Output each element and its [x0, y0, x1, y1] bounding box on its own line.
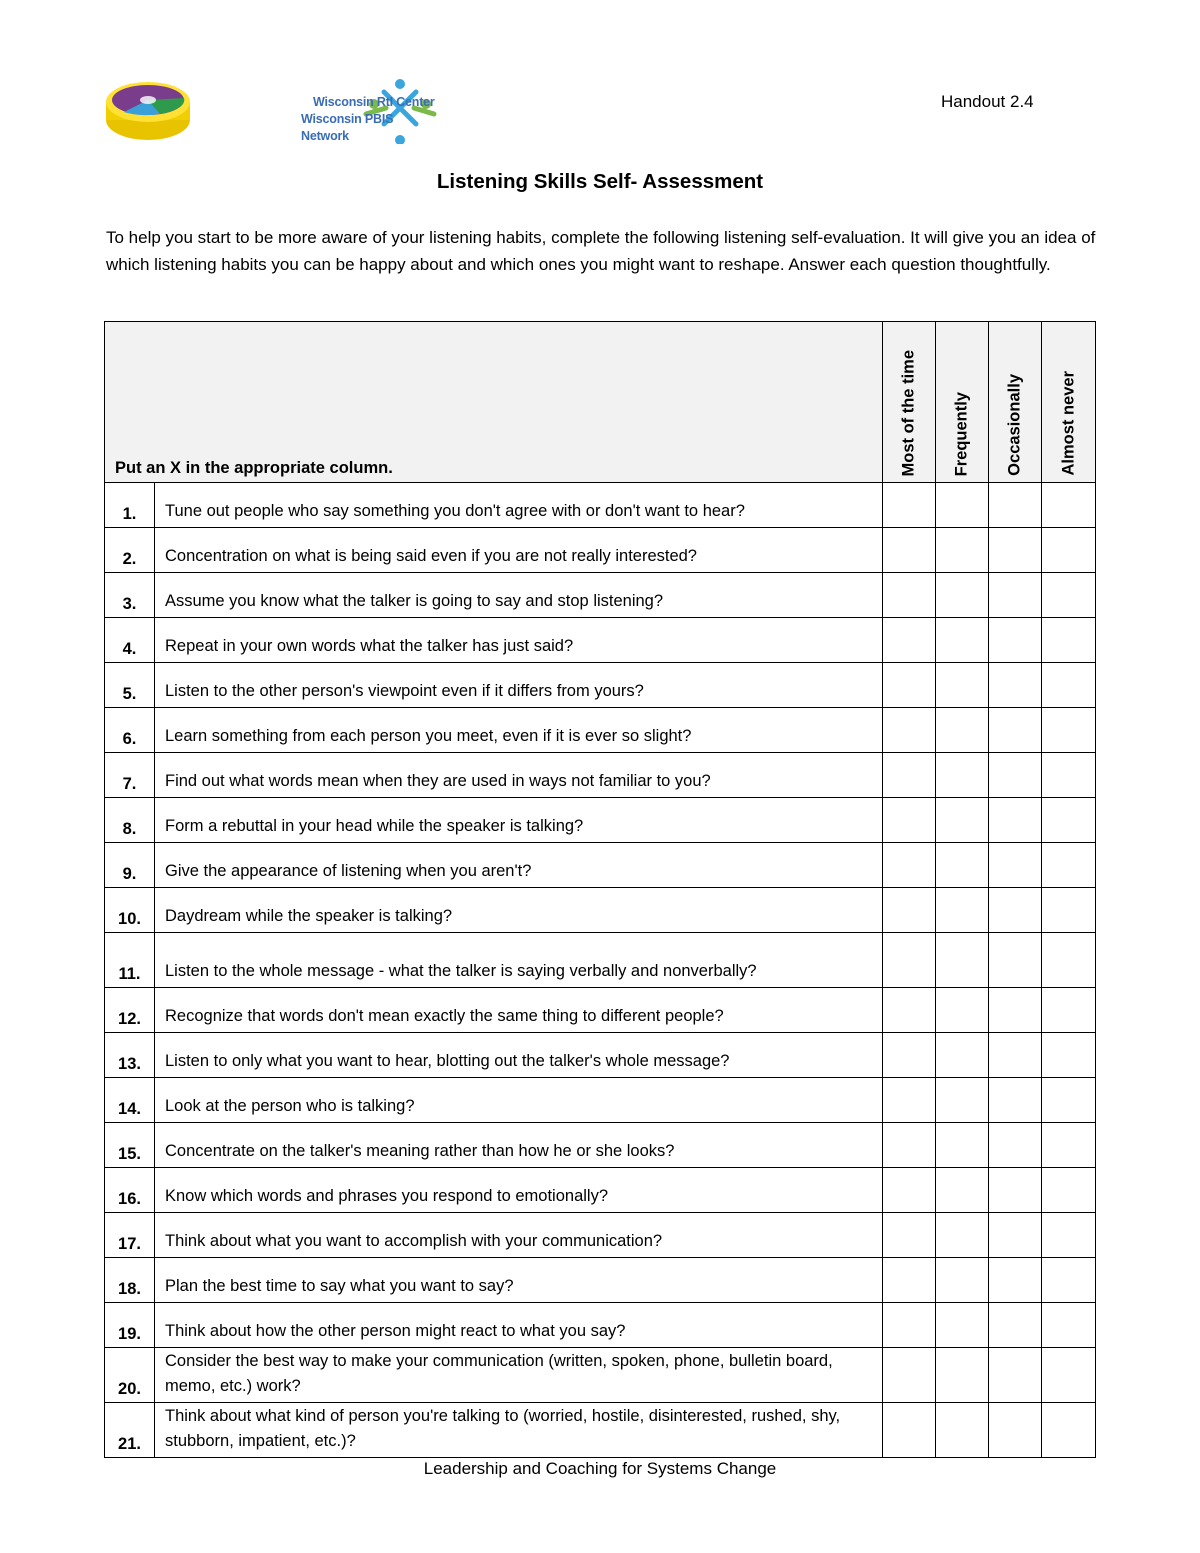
answer-box-occasionally[interactable] — [989, 843, 1042, 888]
table-row — [105, 798, 1096, 843]
item-question: Recognize that words don't mean exactly the same thing to different people? — [155, 988, 883, 1033]
item-number: 3. — [105, 573, 155, 618]
answer-box-frequently[interactable] — [936, 1033, 989, 1078]
item-number: 19. — [105, 1303, 155, 1348]
item-number: 2. — [105, 528, 155, 573]
answer-box-almost-never[interactable] — [1042, 1078, 1096, 1123]
answer-box-most-of-the-time[interactable] — [883, 1348, 936, 1403]
table-row — [105, 753, 1096, 798]
answer-box-almost-never[interactable] — [1042, 1348, 1096, 1403]
table-row — [105, 843, 1096, 888]
item-number: 10. — [105, 888, 155, 933]
item-number: 20. — [105, 1348, 155, 1403]
column-header-occasionally — [989, 322, 1042, 483]
answer-box-frequently[interactable] — [936, 933, 989, 988]
column-header-most-of-the-time — [883, 322, 936, 483]
answer-box-most-of-the-time[interactable] — [883, 933, 936, 988]
answer-box-most-of-the-time[interactable] — [883, 1213, 936, 1258]
item-number: 4. — [105, 618, 155, 663]
item-number: 11. — [105, 933, 155, 988]
item-number: 9. — [105, 843, 155, 888]
table-row — [105, 663, 1096, 708]
answer-box-frequently[interactable] — [936, 618, 989, 663]
assessment-table — [104, 321, 1096, 1458]
answer-box-almost-never[interactable] — [1042, 528, 1096, 573]
item-number: 6. — [105, 708, 155, 753]
answer-box-almost-never[interactable] — [1042, 843, 1096, 888]
answer-box-most-of-the-time[interactable] — [883, 988, 936, 1033]
table-row — [105, 1403, 1096, 1458]
answer-box-frequently[interactable] — [936, 1303, 989, 1348]
answer-box-most-of-the-time[interactable] — [883, 798, 936, 843]
answer-box-frequently[interactable] — [936, 1123, 989, 1168]
answer-box-most-of-the-time[interactable] — [883, 1258, 936, 1303]
table-row — [105, 988, 1096, 1033]
answer-box-almost-never[interactable] — [1042, 573, 1096, 618]
table-row — [105, 1303, 1096, 1348]
answer-box-frequently[interactable] — [936, 1168, 989, 1213]
answer-box-occasionally[interactable] — [989, 1303, 1042, 1348]
answer-box-frequently[interactable] — [936, 1348, 989, 1403]
item-question: Look at the person who is talking? — [155, 1078, 883, 1123]
item-number: 21. — [105, 1403, 155, 1458]
answer-box-most-of-the-time[interactable] — [883, 1123, 936, 1168]
item-number: 15. — [105, 1123, 155, 1168]
item-number: 1. — [105, 483, 155, 528]
handout-label: Handout 2.4 — [941, 92, 1034, 111]
item-number: 7. — [105, 753, 155, 798]
answer-box-occasionally[interactable] — [989, 1033, 1042, 1078]
answer-box-most-of-the-time[interactable] — [883, 1078, 936, 1123]
answer-box-occasionally[interactable] — [989, 1403, 1042, 1458]
item-question: Give the appearance of listening when you aren't? — [155, 843, 883, 888]
page-footer: Leadership and Coaching for Systems Change — [423, 1459, 777, 1478]
answer-box-most-of-the-time[interactable] — [883, 753, 936, 798]
answer-box-frequently[interactable] — [936, 708, 989, 753]
item-question: Concentrate on the talker's meaning rather than how he or she looks? — [155, 1123, 883, 1168]
table-row — [105, 1258, 1096, 1303]
answer-box-almost-never[interactable] — [1042, 708, 1096, 753]
answer-box-almost-never[interactable] — [1042, 1303, 1096, 1348]
wisconsin-rti-pbis-logo — [104, 76, 439, 144]
column-label: Most of the time — [899, 349, 918, 476]
item-question: Think about what kind of person you're talking to (worried, hostile, disinterested, rushed, shy, stubborn, impatient, etc.)? — [155, 1403, 883, 1458]
answer-box-most-of-the-time[interactable] — [883, 573, 936, 618]
answer-box-almost-never[interactable] — [1042, 618, 1096, 663]
item-number: 18. — [105, 1258, 155, 1303]
assessment-table-body — [105, 322, 1096, 1458]
org-line-1: Wisconsin RtI Center — [313, 95, 435, 109]
answer-box-most-of-the-time[interactable] — [883, 483, 936, 528]
column-label: Frequently — [952, 391, 971, 476]
column-label: Occasionally — [1005, 374, 1024, 476]
answer-box-occasionally[interactable] — [989, 988, 1042, 1033]
table-row — [105, 528, 1096, 573]
table-row — [105, 708, 1096, 753]
page-title: Listening Skills Self- Assessment — [436, 170, 764, 193]
item-question: Consider the best way to make your communication (written, spoken, phone, bulletin board, memo, etc.) work? — [155, 1348, 883, 1403]
table-row — [105, 888, 1096, 933]
answer-box-almost-never[interactable] — [1042, 1033, 1096, 1078]
table-row — [105, 573, 1096, 618]
item-question: Think about how the other person might react to what you say? — [155, 1303, 883, 1348]
item-question: Know which words and phrases you respond to emotionally? — [155, 1168, 883, 1213]
instruction-cell: Put an X in the appropriate column. — [105, 322, 883, 483]
answer-box-frequently[interactable] — [936, 843, 989, 888]
item-question: Learn something from each person you meet, even if it is ever so slight? — [155, 708, 883, 753]
item-question: Concentration on what is being said even if you are not really interested? — [155, 528, 883, 573]
logo-text — [301, 94, 439, 145]
item-question: Listen to only what you want to hear, blotting out the talker's whole message? — [155, 1033, 883, 1078]
item-question: Find out what words mean when they are used in ways not familiar to you? — [155, 753, 883, 798]
answer-box-almost-never[interactable] — [1042, 1258, 1096, 1303]
item-question: Daydream while the speaker is talking? — [155, 888, 883, 933]
table-row — [105, 483, 1096, 528]
answer-box-most-of-the-time[interactable] — [883, 663, 936, 708]
answer-box-occasionally[interactable] — [989, 888, 1042, 933]
answer-box-frequently[interactable] — [936, 753, 989, 798]
answer-box-frequently[interactable] — [936, 483, 989, 528]
item-question: Repeat in your own words what the talker has just said? — [155, 618, 883, 663]
answer-box-almost-never[interactable] — [1042, 663, 1096, 708]
answer-box-occasionally[interactable] — [989, 708, 1042, 753]
answer-box-occasionally[interactable] — [989, 528, 1042, 573]
table-row — [105, 1033, 1096, 1078]
answer-box-almost-never[interactable] — [1042, 1123, 1096, 1168]
item-question: Think about what you want to accomplish with your communication? — [155, 1213, 883, 1258]
answer-box-almost-never[interactable] — [1042, 483, 1096, 528]
item-number: 17. — [105, 1213, 155, 1258]
answer-box-occasionally[interactable] — [989, 483, 1042, 528]
answer-box-frequently[interactable] — [936, 663, 989, 708]
answer-box-frequently[interactable] — [936, 528, 989, 573]
answer-box-frequently[interactable] — [936, 888, 989, 933]
column-header-almost-never — [1042, 322, 1096, 483]
answer-box-frequently[interactable] — [936, 1403, 989, 1458]
table-row — [105, 1168, 1096, 1213]
answer-box-frequently[interactable] — [936, 573, 989, 618]
answer-box-occasionally[interactable] — [989, 933, 1042, 988]
answer-box-occasionally[interactable] — [989, 753, 1042, 798]
table-row — [105, 933, 1096, 988]
column-header-frequently — [936, 322, 989, 483]
item-number: 12. — [105, 988, 155, 1033]
answer-box-most-of-the-time[interactable] — [883, 1303, 936, 1348]
answer-box-frequently[interactable] — [936, 1258, 989, 1303]
table-row — [105, 1213, 1096, 1258]
table-row — [105, 1078, 1096, 1123]
answer-box-frequently[interactable] — [936, 798, 989, 843]
answer-box-almost-never[interactable] — [1042, 1403, 1096, 1458]
answer-box-almost-never[interactable] — [1042, 1168, 1096, 1213]
item-number: 8. — [105, 798, 155, 843]
answer-box-frequently[interactable] — [936, 988, 989, 1033]
answer-box-almost-never[interactable] — [1042, 1213, 1096, 1258]
item-number: 5. — [105, 663, 155, 708]
item-number: 16. — [105, 1168, 155, 1213]
answer-box-occasionally[interactable] — [989, 1258, 1042, 1303]
answer-box-occasionally[interactable] — [989, 663, 1042, 708]
answer-box-almost-never[interactable] — [1042, 933, 1096, 988]
answer-box-occasionally[interactable] — [989, 1348, 1042, 1403]
answer-box-most-of-the-time[interactable] — [883, 1033, 936, 1078]
answer-box-occasionally[interactable] — [989, 618, 1042, 663]
answer-box-most-of-the-time[interactable] — [883, 1168, 936, 1213]
org-line-2: Wisconsin PBIS Network — [301, 112, 394, 143]
answer-box-occasionally[interactable] — [989, 1078, 1042, 1123]
answer-box-almost-never[interactable] — [1042, 753, 1096, 798]
answer-box-almost-never[interactable] — [1042, 798, 1096, 843]
column-label: Almost never — [1059, 371, 1077, 476]
table-row — [105, 1123, 1096, 1168]
answer-box-occasionally[interactable] — [989, 1168, 1042, 1213]
answer-box-most-of-the-time[interactable] — [883, 843, 936, 888]
answer-box-most-of-the-time[interactable] — [883, 708, 936, 753]
answer-box-most-of-the-time[interactable] — [883, 618, 936, 663]
answer-box-most-of-the-time[interactable] — [883, 1403, 936, 1458]
item-question: Form a rebuttal in your head while the speaker is talking? — [155, 798, 883, 843]
answer-box-almost-never[interactable] — [1042, 888, 1096, 933]
table-row — [105, 1348, 1096, 1403]
item-question: Tune out people who say something you don't agree with or don't want to hear? — [155, 483, 883, 528]
answer-box-most-of-the-time[interactable] — [883, 528, 936, 573]
item-number: 14. — [105, 1078, 155, 1123]
intro-paragraph: To help you start to be more aware of your listening habits, complete the following listening self-evaluation. It will give you an idea of which listening habits you can be happy about and which ones you might want to reshape. Answer each question thoughtfully. — [106, 228, 1096, 274]
answer-box-frequently[interactable] — [936, 1213, 989, 1258]
item-question: Listen to the whole message - what the talker is saying verbally and nonverbally? — [155, 933, 883, 988]
answer-box-occasionally[interactable] — [989, 798, 1042, 843]
answer-box-occasionally[interactable] — [989, 1123, 1042, 1168]
table-header-row — [105, 322, 1096, 483]
answer-box-frequently[interactable] — [936, 1078, 989, 1123]
answer-box-almost-never[interactable] — [1042, 988, 1096, 1033]
answer-box-occasionally[interactable] — [989, 573, 1042, 618]
item-number: 13. — [105, 1033, 155, 1078]
item-question: Assume you know what the talker is going to say and stop listening? — [155, 573, 883, 618]
item-question: Plan the best time to say what you want to say? — [155, 1258, 883, 1303]
answer-box-occasionally[interactable] — [989, 1213, 1042, 1258]
item-question: Listen to the other person's viewpoint even if it differs from yours? — [155, 663, 883, 708]
answer-box-most-of-the-time[interactable] — [883, 888, 936, 933]
table-row — [105, 618, 1096, 663]
